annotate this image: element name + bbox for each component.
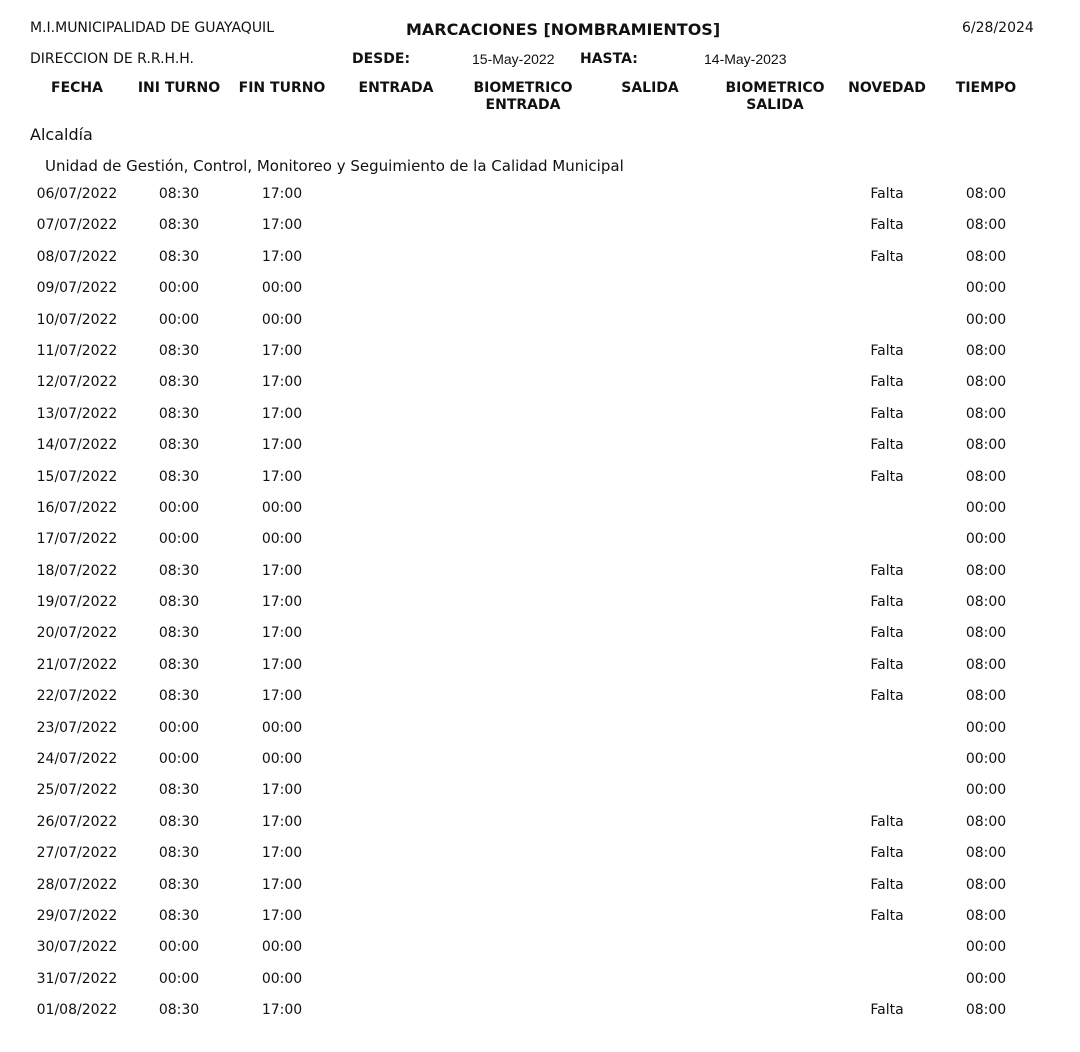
table-row (0, 713, 1080, 744)
cell-ini-turno: 08:30 (158, 468, 200, 485)
report-title: MARCACIONES [NOMBRAMIENTOS] (406, 20, 721, 39)
cell-novedad: Falta (870, 594, 904, 611)
cell-ini-turno: 08:30 (158, 1002, 200, 1019)
cell-tiempo: 08:00 (965, 845, 1007, 862)
cell-fecha: 19/07/2022 (36, 594, 118, 611)
cell-tiempo: 00:00 (965, 311, 1007, 328)
table-row (0, 179, 1080, 210)
attendance-table (0, 179, 1080, 1027)
cell-ini-turno: 08:30 (158, 656, 200, 673)
cell-fin-turno: 17:00 (261, 248, 303, 265)
cell-fin-turno: 00:00 (261, 751, 303, 768)
hasta-label: HASTA: (580, 51, 638, 67)
table-row (0, 336, 1080, 367)
cell-ini-turno: 00:00 (158, 751, 200, 768)
cell-fin-turno: 00:00 (261, 939, 303, 956)
cell-fecha: 12/07/2022 (36, 374, 118, 391)
cell-tiempo: 08:00 (965, 1002, 1007, 1019)
cell-tiempo: 00:00 (965, 782, 1007, 799)
cell-ini-turno: 08:30 (158, 845, 200, 862)
cell-novedad: Falta (870, 468, 904, 485)
cell-fin-turno: 17:00 (261, 562, 303, 579)
cell-fin-turno: 17:00 (261, 342, 303, 359)
cell-fin-turno: 00:00 (261, 719, 303, 736)
cell-ini-turno: 08:30 (158, 625, 200, 642)
cell-ini-turno: 08:30 (158, 594, 200, 611)
cell-ini-turno: 08:30 (158, 688, 200, 705)
cell-fin-turno: 17:00 (261, 656, 303, 673)
cell-fecha: 15/07/2022 (36, 468, 118, 485)
cell-ini-turno: 00:00 (158, 531, 200, 548)
cell-ini-turno: 00:00 (158, 970, 200, 987)
cell-tiempo: 00:00 (965, 751, 1007, 768)
cell-tiempo: 08:00 (965, 562, 1007, 579)
cell-ini-turno: 08:30 (158, 405, 200, 422)
cell-ini-turno: 08:30 (158, 876, 200, 893)
cell-tiempo: 00:00 (965, 499, 1007, 516)
cell-ini-turno: 08:30 (158, 248, 200, 265)
cell-novedad: Falta (870, 1002, 904, 1019)
table-row (0, 430, 1080, 461)
cell-tiempo: 08:00 (965, 374, 1007, 391)
cell-fecha: 14/07/2022 (36, 437, 118, 454)
table-row (0, 775, 1080, 806)
desde-label: DESDE: (352, 51, 411, 67)
cell-tiempo: 08:00 (965, 656, 1007, 673)
cell-fin-turno: 17:00 (261, 625, 303, 642)
cell-tiempo: 00:00 (965, 939, 1007, 956)
cell-fecha: 23/07/2022 (36, 719, 118, 736)
table-row (0, 367, 1080, 398)
table-row (0, 587, 1080, 618)
cell-fecha: 21/07/2022 (36, 656, 118, 673)
cell-novedad: Falta (870, 907, 904, 924)
cell-fecha: 27/07/2022 (36, 845, 118, 862)
table-row (0, 273, 1080, 304)
cell-ini-turno: 08:30 (158, 813, 200, 830)
cell-ini-turno: 08:30 (158, 907, 200, 924)
cell-novedad: Falta (870, 405, 904, 422)
cell-ini-turno: 00:00 (158, 939, 200, 956)
table-row (0, 901, 1080, 932)
cell-fecha: 11/07/2022 (36, 342, 118, 359)
cell-novedad: Falta (870, 625, 904, 642)
cell-fin-turno: 00:00 (261, 499, 303, 516)
cell-novedad: Falta (870, 217, 904, 234)
cell-fecha: 07/07/2022 (36, 217, 118, 234)
cell-ini-turno: 08:30 (158, 374, 200, 391)
cell-ini-turno: 00:00 (158, 719, 200, 736)
cell-fecha: 26/07/2022 (36, 813, 118, 830)
cell-ini-turno: 08:30 (158, 217, 200, 234)
organization-name: M.I.MUNICIPALIDAD DE GUAYAQUIL (30, 20, 274, 36)
cell-fin-turno: 00:00 (261, 311, 303, 328)
cell-novedad: Falta (870, 876, 904, 893)
cell-fin-turno: 17:00 (261, 437, 303, 454)
cell-fecha: 22/07/2022 (36, 688, 118, 705)
table-row (0, 681, 1080, 712)
cell-novedad: Falta (870, 248, 904, 265)
column-header-tiempo: TIEMPO (955, 80, 1017, 96)
cell-fecha: 30/07/2022 (36, 939, 118, 956)
cell-fecha: 20/07/2022 (36, 625, 118, 642)
cell-ini-turno: 08:30 (158, 782, 200, 799)
cell-fin-turno: 17:00 (261, 1002, 303, 1019)
cell-fin-turno: 17:00 (261, 782, 303, 799)
table-row (0, 650, 1080, 681)
table-row (0, 242, 1080, 273)
table-row (0, 932, 1080, 963)
print-date: 6/28/2024 (962, 20, 1034, 36)
column-header-entrada: ENTRADA (358, 80, 434, 96)
table-row (0, 964, 1080, 995)
table-row (0, 870, 1080, 901)
cell-tiempo: 08:00 (965, 437, 1007, 454)
cell-tiempo: 08:00 (965, 468, 1007, 485)
cell-fin-turno: 00:00 (261, 280, 303, 297)
cell-tiempo: 08:00 (965, 248, 1007, 265)
column-header-salida: SALIDA (621, 80, 679, 96)
cell-tiempo: 08:00 (965, 405, 1007, 422)
cell-fecha: 01/08/2022 (36, 1002, 118, 1019)
cell-novedad: Falta (870, 342, 904, 359)
cell-fecha: 06/07/2022 (36, 186, 118, 202)
cell-novedad: Falta (870, 374, 904, 391)
cell-fecha: 17/07/2022 (36, 531, 118, 548)
cell-fecha: 31/07/2022 (36, 970, 118, 987)
cell-ini-turno: 00:00 (158, 311, 200, 328)
table-row (0, 462, 1080, 493)
cell-tiempo: 08:00 (965, 217, 1007, 234)
department-name: DIRECCION DE R.R.H.H. (30, 51, 195, 67)
cell-fecha: 08/07/2022 (36, 248, 118, 265)
cell-fin-turno: 17:00 (261, 405, 303, 422)
cell-fin-turno: 17:00 (261, 688, 303, 705)
table-row (0, 618, 1080, 649)
cell-ini-turno: 08:30 (158, 342, 200, 359)
unit-title: Unidad de Gestión, Control, Monitoreo y Seguimiento de la Calidad Municipal (45, 157, 624, 175)
table-row (0, 744, 1080, 775)
cell-tiempo: 08:00 (965, 876, 1007, 893)
table-row (0, 305, 1080, 336)
cell-fin-turno: 17:00 (261, 813, 303, 830)
cell-tiempo: 08:00 (965, 813, 1007, 830)
cell-tiempo: 00:00 (965, 280, 1007, 297)
cell-fin-turno: 17:00 (261, 907, 303, 924)
cell-fecha: 10/07/2022 (36, 311, 118, 328)
column-header-biometrico-salida: BIOMETRICO SALIDA (725, 80, 825, 113)
table-row (0, 524, 1080, 555)
cell-novedad: Falta (870, 813, 904, 830)
cell-ini-turno: 00:00 (158, 280, 200, 297)
cell-ini-turno: 00:00 (158, 499, 200, 516)
cell-fecha: 09/07/2022 (36, 280, 118, 297)
cell-fecha: 24/07/2022 (36, 751, 118, 768)
cell-fin-turno: 17:00 (261, 374, 303, 391)
cell-fecha: 28/07/2022 (36, 876, 118, 893)
cell-ini-turno: 08:30 (158, 437, 200, 454)
cell-novedad: Falta (870, 562, 904, 579)
table-row (0, 838, 1080, 869)
cell-tiempo: 08:00 (965, 688, 1007, 705)
cell-novedad: Falta (870, 186, 904, 202)
column-header-novedad: NOVEDAD (848, 80, 926, 96)
table-row (0, 807, 1080, 838)
cell-novedad: Falta (870, 845, 904, 862)
cell-ini-turno: 08:30 (158, 562, 200, 579)
cell-tiempo: 08:00 (965, 594, 1007, 611)
cell-novedad: Falta (870, 656, 904, 673)
desde-value: 15-May-2022 (472, 51, 555, 67)
cell-fin-turno: 17:00 (261, 217, 303, 234)
cell-fecha: 18/07/2022 (36, 562, 118, 579)
cell-fecha: 29/07/2022 (36, 907, 118, 924)
cell-fin-turno: 00:00 (261, 531, 303, 548)
cell-novedad: Falta (870, 437, 904, 454)
cell-novedad: Falta (870, 688, 904, 705)
cell-tiempo: 08:00 (965, 186, 1007, 202)
cell-fin-turno: 17:00 (261, 876, 303, 893)
cell-tiempo: 08:00 (965, 625, 1007, 642)
cell-fecha: 16/07/2022 (36, 499, 118, 516)
cell-tiempo: 00:00 (965, 719, 1007, 736)
cell-tiempo: 08:00 (965, 907, 1007, 924)
table-row (0, 995, 1080, 1026)
cell-fin-turno: 17:00 (261, 845, 303, 862)
table-row (0, 399, 1080, 430)
cell-tiempo: 08:00 (965, 342, 1007, 359)
hasta-value: 14-May-2023 (704, 51, 787, 67)
cell-fecha: 25/07/2022 (36, 782, 118, 799)
column-header-ini-turno: INI TURNO (137, 80, 221, 96)
column-header-biometrico-entrada: BIOMETRICO ENTRADA (473, 80, 573, 113)
table-row (0, 210, 1080, 241)
cell-fin-turno: 17:00 (261, 468, 303, 485)
section-title: Alcaldía (30, 125, 93, 144)
column-header-fecha: FECHA (51, 80, 103, 96)
cell-fecha: 13/07/2022 (36, 405, 118, 422)
table-row (0, 556, 1080, 587)
cell-tiempo: 00:00 (965, 531, 1007, 548)
column-header-fin-turno: FIN TURNO (238, 80, 326, 96)
cell-fin-turno: 17:00 (261, 594, 303, 611)
cell-ini-turno: 08:30 (158, 186, 200, 202)
cell-fin-turno: 00:00 (261, 970, 303, 987)
cell-fin-turno: 17:00 (261, 186, 303, 202)
cell-tiempo: 00:00 (965, 970, 1007, 987)
table-row (0, 493, 1080, 524)
